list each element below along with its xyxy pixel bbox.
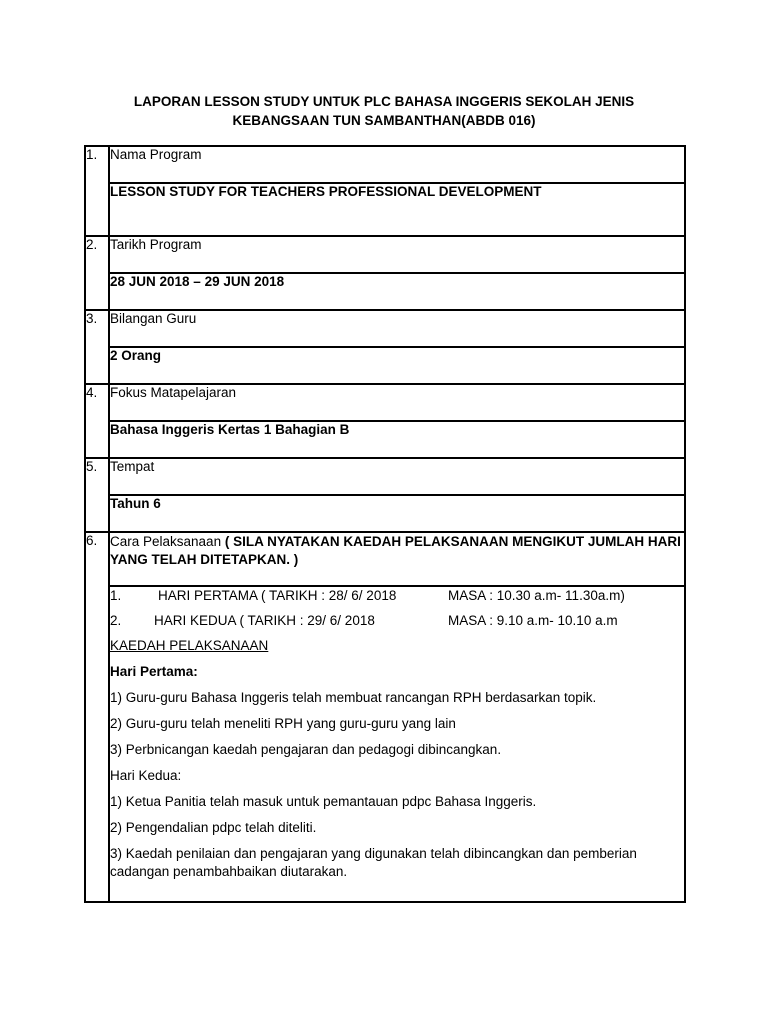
row-number: 3. [85, 310, 109, 384]
list-item: 2) Pengendalian pdpc telah diteliti. [110, 820, 317, 835]
row-number: 6. [85, 532, 109, 902]
row-fokus-label [85, 384, 685, 421]
row-tarikh-program-value [85, 273, 685, 310]
kaedah-heading: KAEDAH PELAKSANAAN [110, 638, 269, 653]
row-nama-program-label [85, 146, 685, 183]
field-label: Bilangan Guru [109, 310, 685, 347]
cara-instruction: ( SILA NYATAKAN KAEDAH PELAKSANAAN MENGIKUT JUMLAH HARI YANG TELAH DITETAPKAN. ) [110, 534, 681, 567]
field-value: LESSON STUDY FOR TEACHERS PROFESSIONAL DEVELOPMENT [109, 183, 685, 236]
title-line-2: KEBANGSAAN TUN SAMBANTHAN(ABDB 016) [232, 113, 536, 128]
day-time: MASA : 10.30 a.m- 11.30a.m) [448, 588, 625, 603]
list-item: 1) Ketua Panitia telah masuk untuk pemantauan pdpc Bahasa Inggeris. [110, 794, 537, 809]
row-number: 2. [85, 236, 109, 310]
day-index: 1. [110, 588, 122, 603]
field-label: Nama Program [109, 146, 685, 183]
day-time: MASA : 9.10 a.m- 10.10 a.m [448, 613, 618, 628]
day-schedule-line [110, 587, 684, 605]
field-value: 28 JUN 2018 – 29 JUN 2018 [109, 273, 685, 310]
field-label: Fokus Matapelajaran [109, 384, 685, 421]
cara-pelaksanaan-detail [109, 586, 685, 902]
row-cara-detail [85, 586, 685, 902]
field-label: Tempat [109, 458, 685, 495]
row-bilangan-guru-label [85, 310, 685, 347]
row-tempat-value [85, 495, 685, 532]
list-item: 3) Perbnicangan kaedah pengajaran dan pedagogi dibincangkan. [110, 742, 502, 757]
field-label: Cara Pelaksanaan [110, 534, 222, 549]
row-tempat-label [85, 458, 685, 495]
cara-pelaksanaan-label [109, 532, 685, 586]
field-value: 2 Orang [109, 347, 685, 384]
report-table [84, 145, 686, 903]
day1-heading: Hari Pertama: [110, 664, 198, 679]
row-fokus-value [85, 421, 685, 458]
list-item: 1) Guru-guru Bahasa Inggeris telah membuat rancangan RPH berdasarkan topik. [110, 690, 597, 705]
row-number: 1. [85, 146, 109, 236]
field-label: Tarikh Program [109, 236, 685, 273]
row-tarikh-program-label [85, 236, 685, 273]
row-number: 5. [85, 458, 109, 532]
row-nama-program-value [85, 183, 685, 236]
field-value: Tahun 6 [109, 495, 685, 532]
list-item: 3) Kaedah penilaian dan pengajaran yang digunakan telah dibincangkan dan pemberian cadangan penambahbaikan diutarakan. [110, 846, 637, 879]
day-index: 2. [110, 613, 122, 628]
title-line-1: LAPORAN LESSON STUDY UNTUK PLC BAHASA INGGERIS SEKOLAH JENIS [133, 94, 635, 109]
row-cara-label [85, 532, 685, 586]
day-schedule-line [110, 612, 684, 630]
document-title [0, 92, 768, 130]
day2-heading: Hari Kedua: [110, 768, 182, 783]
day-name-date: HARI KEDUA ( TARIKH : 29/ 6/ 2018 [154, 613, 375, 628]
row-number: 4. [85, 384, 109, 458]
row-bilangan-guru-value [85, 347, 685, 384]
day-name-date: HARI PERTAMA ( TARIKH : 28/ 6/ 2018 [158, 588, 397, 603]
field-value: Bahasa Inggeris Kertas 1 Bahagian B [109, 421, 685, 458]
list-item: 2) Guru-guru telah meneliti RPH yang guru-guru yang lain [110, 716, 456, 731]
